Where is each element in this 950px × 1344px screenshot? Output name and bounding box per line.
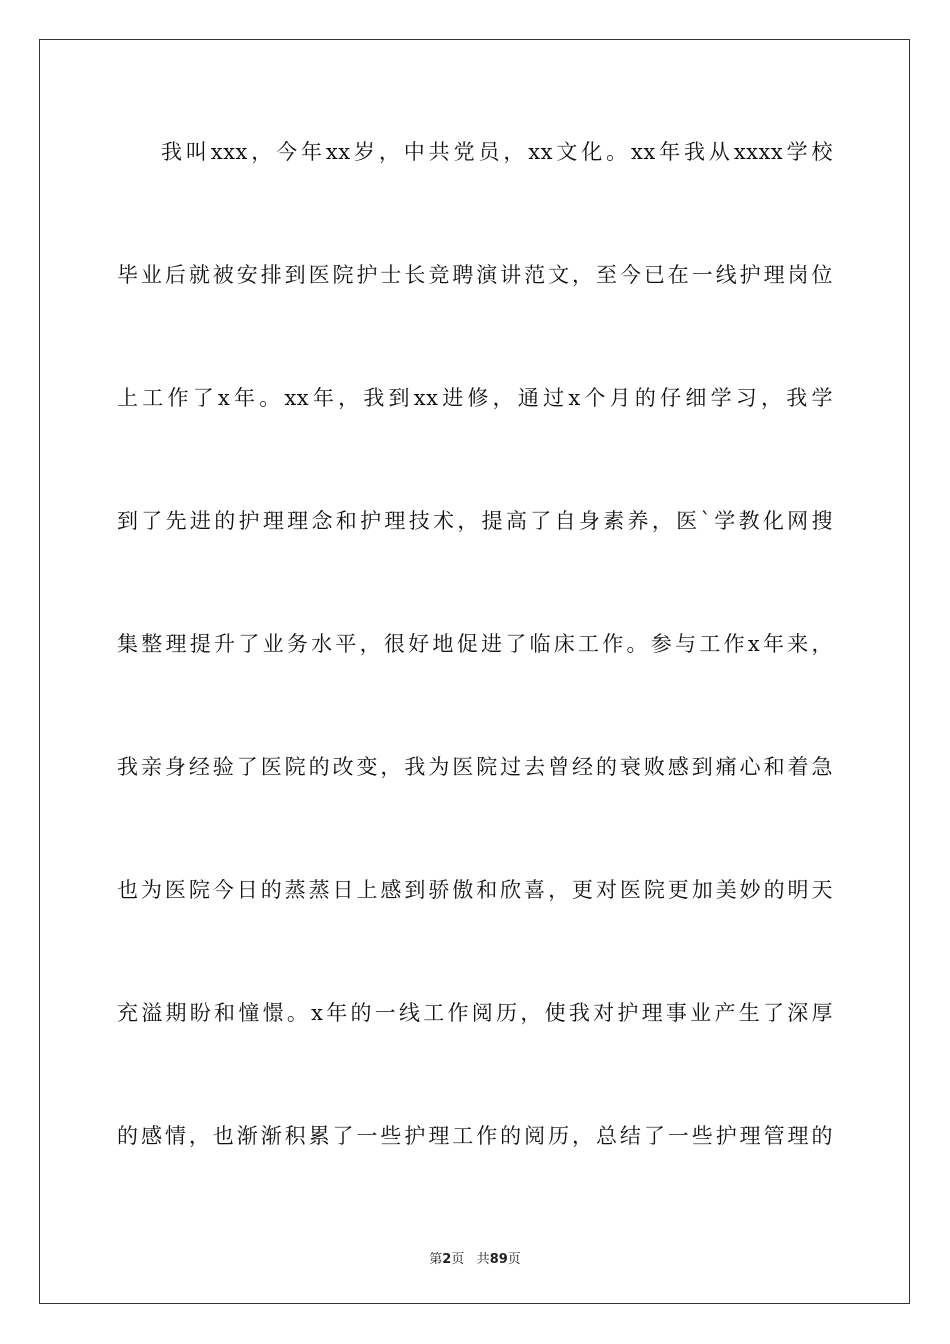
paragraph-line-3: 上工作了x年。xx年，我到xx进修，通过x个月的仔细学习，我学 — [117, 386, 833, 410]
paragraph-line-4: 到了先进的护理理念和护理技术，提高了自身素养，医`学教化网搜 — [117, 509, 833, 533]
paragraph-line-9: 的感情，也渐渐积累了一些护理工作的阅历，总结了一些护理管理的 — [117, 1124, 833, 1148]
total-suffix: 页 — [507, 1252, 521, 1267]
paragraph-line-5: 集整理提升了业务水平，很好地促进了临床工作。参与工作x年来， — [117, 632, 833, 656]
total-pages: 89 — [489, 1252, 508, 1267]
page-border — [39, 39, 910, 1304]
page-suffix: 页 — [451, 1252, 465, 1267]
paragraph-line-7: 也为医院今日的蒸蒸日上感到骄傲和欣喜，更对医院更加美妙的明天 — [117, 878, 833, 902]
page-number: 2 — [442, 1252, 452, 1267]
paragraph-line-8: 充溢期盼和憧憬。x年的一线工作阅历，使我对护理事业产生了深厚 — [117, 1001, 833, 1025]
paragraph-line-2: 毕业后就被安排到医院护士长竞聘演讲范文，至今已在一线护理岗位 — [117, 263, 833, 287]
total-prefix: 共 — [476, 1252, 490, 1267]
page-footer — [0, 1248, 950, 1267]
page-prefix: 第 — [429, 1252, 443, 1267]
paragraph-line-1: 我叫xxx，今年xx岁，中共党员，xx文化。xx年我从xxxx学校 — [161, 140, 833, 164]
paragraph-line-6: 我亲身经验了医院的改变，我为医院过去曾经的衰败感到痛心和着急 — [117, 755, 833, 779]
